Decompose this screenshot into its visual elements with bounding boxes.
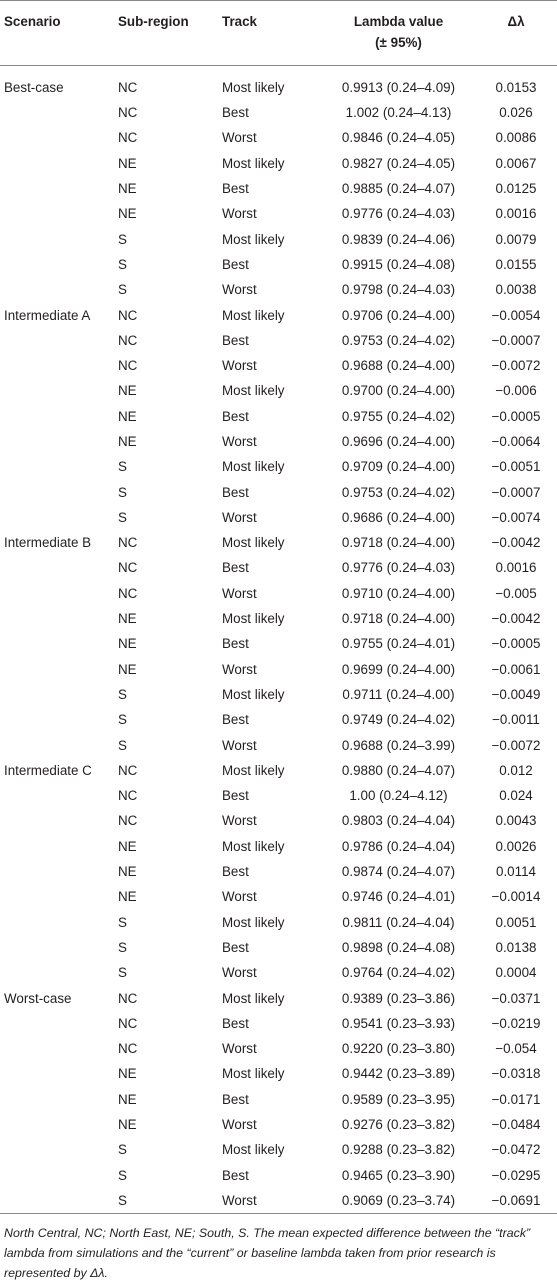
lambda-cell: 1.00 (0.24–4.12) [349, 788, 448, 804]
lambda-cell: 0.9541 (0.23–3.93) [341, 1015, 456, 1031]
track-cell: Best [222, 408, 249, 424]
delta-cell: 0.0079 [495, 231, 537, 247]
sub-region-cell: NE [118, 838, 137, 854]
scenario-cell [0, 429, 118, 454]
delta-cell: 0.0051 [495, 914, 537, 930]
track-cell: Best [222, 1015, 249, 1031]
track-cell: Worst [222, 585, 257, 601]
scenario-cell [0, 707, 118, 732]
table-row [0, 201, 557, 226]
scenario-cell [0, 277, 118, 302]
delta-cell: 0.0153 [495, 80, 537, 95]
sub-region-cell: NE [118, 1091, 137, 1107]
delta-cell: −0.0011 [492, 712, 540, 728]
delta-cell: 0.0138 [495, 939, 537, 955]
sub-region-cell: S [118, 737, 127, 753]
scenario-cell: Worst-case [4, 990, 72, 1006]
sub-region-cell: S [118, 1192, 127, 1208]
table-row [0, 1011, 557, 1036]
scenario-cell [0, 657, 118, 682]
table-row [0, 555, 557, 580]
scenario-cell [0, 479, 118, 504]
track-cell: Worst [222, 889, 257, 905]
scenario-cell [0, 808, 118, 833]
table-row [0, 302, 557, 327]
lambda-cell: 0.9798 (0.24–4.03) [341, 282, 456, 298]
table-row [0, 783, 557, 808]
sub-region-cell: NC [118, 358, 138, 374]
lambda-cell: 0.9589 (0.23–3.95) [341, 1091, 456, 1107]
sub-region-cell: NE [118, 1117, 137, 1133]
scenario-cell [0, 732, 118, 757]
delta-cell: 0.024 [499, 788, 533, 804]
lambda-cell: 0.9276 (0.23–3.82) [341, 1117, 456, 1133]
sub-region-cell: S [118, 282, 127, 298]
table-row [0, 1061, 557, 1086]
scenario-cell [0, 935, 118, 960]
header-delta: Δλ [507, 14, 525, 29]
lambda-cell: 0.9686 (0.24–4.00) [341, 509, 456, 525]
delta-cell: 0.0043 [495, 813, 537, 829]
sub-region-cell: S [118, 686, 127, 702]
track-cell: Most likely [222, 686, 285, 702]
sub-region-cell: NC [118, 585, 138, 601]
scenario-cell [0, 1036, 118, 1061]
lambda-cell: 0.9839 (0.24–4.06) [341, 231, 456, 247]
scenario-cell [0, 176, 118, 201]
table-row [0, 176, 557, 201]
table-row [0, 1112, 557, 1137]
scenario-cell [0, 226, 118, 251]
track-cell: Most likely [222, 383, 285, 399]
track-cell: Best [222, 256, 249, 272]
sub-region-cell: NE [118, 889, 137, 905]
table-row [0, 808, 557, 833]
lambda-cell: 0.9880 (0.24–4.07) [341, 762, 456, 778]
header-scenario: Scenario [4, 14, 61, 29]
sub-region-cell: NE [118, 155, 137, 171]
sub-region-cell: NE [118, 181, 137, 197]
track-cell: Most likely [222, 1066, 285, 1082]
table-body [0, 66, 557, 1214]
track-cell: Worst [222, 282, 257, 298]
sub-region-cell: NE [118, 383, 137, 399]
delta-cell: 0.0026 [495, 838, 537, 854]
track-cell: Best [222, 636, 249, 652]
track-cell: Worst [222, 1117, 257, 1133]
scenario-cell [0, 884, 118, 909]
delta-cell: −0.0064 [491, 434, 541, 449]
sub-region-cell: NE [118, 611, 137, 627]
lambda-cell: 0.9069 (0.23–3.74) [341, 1192, 456, 1208]
delta-cell: 0.0016 [495, 560, 537, 576]
track-cell: Most likely [222, 535, 285, 551]
sub-region-cell: NC [118, 990, 138, 1006]
table-row [0, 682, 557, 707]
table-row [0, 1036, 557, 1061]
track-cell: Most likely [222, 838, 285, 854]
lambda-cell: 0.9710 (0.24–4.00) [341, 585, 456, 601]
lambda-cell: 0.9688 (0.24–3.99) [341, 737, 456, 753]
sub-region-cell: NE [118, 434, 137, 449]
table-row [0, 657, 557, 682]
scenario-cell: Intermediate A [4, 307, 91, 323]
delta-cell: −0.0054 [491, 307, 541, 323]
sub-region-cell: S [118, 256, 127, 272]
lambda-cell: 0.9718 (0.24–4.00) [341, 535, 456, 551]
track-cell: Best [222, 788, 249, 804]
scenario-cell: Intermediate C [4, 762, 92, 778]
lambda-cell: 0.9786 (0.24–4.04) [341, 838, 456, 854]
table-row [0, 606, 557, 631]
lambda-cell: 0.9711 (0.24–4.00) [342, 686, 455, 702]
sub-region-cell: NE [118, 1066, 137, 1082]
lambda-cell: 0.9827 (0.24–4.05) [341, 155, 456, 171]
lambda-cell: 0.9755 (0.24–4.01) [341, 636, 456, 652]
delta-cell: −0.0295 [491, 1167, 541, 1183]
lambda-cell: 0.9803 (0.24–4.04) [341, 813, 456, 829]
sub-region-cell: NE [118, 661, 137, 677]
scenario-cell [0, 1011, 118, 1036]
delta-cell: −0.0371 [491, 990, 541, 1006]
table-row [0, 328, 557, 353]
track-cell: Best [222, 864, 249, 880]
scenario-cell [0, 328, 118, 353]
track-cell: Worst [222, 1192, 257, 1208]
sub-region-cell: NE [118, 206, 137, 222]
delta-cell: −0.0318 [491, 1066, 541, 1082]
sub-region-cell: S [118, 509, 127, 525]
sub-region-cell: S [118, 939, 127, 955]
sub-region-cell: NC [118, 560, 138, 576]
sub-region-cell: S [118, 459, 127, 475]
table-row [0, 66, 557, 101]
scenario-cell [0, 100, 118, 125]
table-row [0, 758, 557, 783]
delta-cell: 0.0155 [495, 256, 537, 272]
table-row [0, 100, 557, 125]
track-cell: Most likely [222, 80, 285, 95]
track-cell: Most likely [222, 990, 285, 1006]
lambda-cell: 0.9442 (0.23–3.89) [341, 1066, 456, 1082]
scenario-cell [0, 555, 118, 580]
lambda-cell: 0.9874 (0.24–4.07) [341, 864, 456, 880]
scenario-cell [0, 353, 118, 378]
scenario-cell [0, 1137, 118, 1162]
delta-cell: 0.0038 [495, 282, 537, 298]
table-row [0, 404, 557, 429]
sub-region-cell: NC [118, 813, 138, 829]
table-row [0, 1162, 557, 1187]
delta-cell: −0.0042 [491, 535, 541, 551]
sub-region-cell: NC [118, 80, 138, 95]
scenario-cell: Intermediate B [4, 535, 92, 551]
sub-region-cell: S [118, 231, 127, 247]
table-row [0, 530, 557, 555]
table-row [0, 631, 557, 656]
track-cell: Best [222, 332, 249, 348]
sub-region-cell: NC [118, 307, 138, 323]
sub-region-cell: S [118, 914, 127, 930]
scenario-cell [0, 505, 118, 530]
sub-region-cell: S [118, 712, 127, 728]
track-cell: Most likely [222, 1142, 285, 1158]
header-lambda-line1: Lambda value [353, 14, 444, 29]
sub-region-cell: NE [118, 636, 137, 652]
track-cell: Worst [222, 661, 257, 677]
scenario-cell [0, 252, 118, 277]
delta-cell: −0.0042 [491, 611, 541, 627]
table-row [0, 732, 557, 757]
delta-cell: −0.0049 [491, 686, 541, 702]
scenario-cell [0, 454, 118, 479]
lambda-cell: 0.9389 (0.23–3.86) [341, 990, 456, 1006]
track-cell: Most likely [222, 307, 285, 323]
table-row [0, 454, 557, 479]
lambda-cell: 1.002 (0.24–4.13) [345, 105, 452, 121]
track-cell: Best [222, 105, 249, 121]
table-row [0, 353, 557, 378]
lambda-cell: 0.9898 (0.24–4.08) [341, 939, 456, 955]
lambda-cell: 0.9846 (0.24–4.05) [341, 130, 456, 146]
table-row [0, 707, 557, 732]
lambda-cell: 0.9753 (0.24–4.02) [341, 332, 456, 348]
sub-region-cell: S [118, 1142, 127, 1158]
table-row [0, 226, 557, 251]
header-sub-region: Sub-region [118, 14, 189, 29]
table-row [0, 151, 557, 176]
lambda-cell: 0.9696 (0.24–4.00) [341, 434, 456, 449]
track-cell: Best [222, 1167, 249, 1183]
table-row [0, 252, 557, 277]
delta-cell: −0.0005 [491, 636, 541, 652]
delta-cell: 0.026 [499, 105, 533, 121]
sub-region-cell: NC [118, 130, 138, 146]
lambda-cell: 0.9699 (0.24–4.00) [341, 661, 456, 677]
lambda-cell: 0.9913 (0.24–4.09) [341, 80, 456, 95]
sub-region-cell: S [118, 484, 127, 500]
track-cell: Best [222, 1091, 249, 1107]
delta-cell: 0.0114 [496, 864, 536, 880]
scenario-cell [0, 1112, 118, 1137]
track-cell: Worst [222, 737, 257, 753]
lambda-cell: 0.9746 (0.24–4.01) [341, 889, 456, 905]
lambda-cell: 0.9776 (0.24–4.03) [341, 560, 456, 576]
lambda-cell: 0.9700 (0.24–4.00) [341, 383, 456, 399]
track-cell: Best [222, 712, 249, 728]
table-row [0, 378, 557, 403]
track-cell: Most likely [222, 762, 285, 778]
header-lambda [322, 1, 475, 66]
table-footnote: North Central, NC; North East, NE; South, S. The mean expected difference between the “track” lambda from simulations and the “current” or baseline lambda taken from prior research is represented by Δλ. [4, 1225, 531, 1280]
scenario-cell [0, 631, 118, 656]
table-row [0, 277, 557, 302]
lambda-cell: 0.9753 (0.24–4.02) [341, 484, 456, 500]
sub-region-cell: NC [118, 105, 138, 121]
track-cell: Worst [222, 965, 257, 981]
scenario-cell [0, 1162, 118, 1187]
track-cell: Worst [222, 358, 257, 374]
delta-cell: −0.0072 [491, 358, 541, 374]
sub-region-cell: NE [118, 864, 137, 880]
table-row [0, 1188, 557, 1214]
delta-cell: −0.0691 [491, 1192, 541, 1208]
scenario-cell [0, 606, 118, 631]
delta-cell: −0.006 [495, 383, 537, 399]
table-row [0, 505, 557, 530]
sub-region-cell: NC [118, 1015, 138, 1031]
table-row [0, 125, 557, 150]
scenario-cell [0, 834, 118, 859]
header-track: Track [222, 14, 257, 29]
sub-region-cell: NE [118, 408, 137, 424]
track-cell: Worst [222, 130, 257, 146]
sub-region-cell: NC [118, 332, 138, 348]
lambda-cell: 0.9688 (0.24–4.00) [341, 358, 456, 374]
delta-cell: −0.0171 [491, 1091, 541, 1107]
sub-region-cell: NC [118, 788, 138, 804]
track-cell: Worst [222, 813, 257, 829]
scenario-cell [0, 1188, 118, 1214]
table-row [0, 935, 557, 960]
scenario-cell [0, 125, 118, 150]
delta-cell: 0.0067 [495, 155, 537, 171]
delta-cell: −0.0007 [491, 484, 541, 500]
delta-cell: −0.0072 [491, 737, 541, 753]
lambda-cell: 0.9465 (0.23–3.90) [341, 1167, 456, 1183]
scenario-cell [0, 1061, 118, 1086]
delta-cell: 0.0125 [495, 181, 537, 197]
track-cell: Worst [222, 206, 257, 222]
lambda-cell: 0.9811 (0.24–4.04) [342, 914, 455, 930]
delta-cell: −0.0074 [491, 509, 541, 525]
track-cell: Best [222, 181, 249, 197]
track-cell: Most likely [222, 231, 285, 247]
delta-cell: −0.0007 [491, 332, 541, 348]
track-cell: Worst [222, 434, 257, 449]
scenario-cell [0, 1087, 118, 1112]
delta-cell: −0.0005 [491, 408, 541, 424]
delta-cell: −0.0472 [491, 1142, 541, 1158]
track-cell: Most likely [222, 155, 285, 171]
lambda-cell: 0.9749 (0.24–4.02) [341, 712, 456, 728]
delta-cell: 0.0086 [495, 130, 537, 146]
delta-cell: −0.0061 [491, 661, 541, 677]
lambda-cell: 0.9288 (0.23–3.82) [341, 1142, 456, 1158]
scenario-cell [0, 910, 118, 935]
lambda-cell: 0.9718 (0.24–4.00) [341, 611, 456, 627]
table-row [0, 960, 557, 985]
scenario-cell [0, 151, 118, 176]
lambda-cell: 0.9885 (0.24–4.07) [341, 181, 456, 197]
sub-region-cell: S [118, 1167, 127, 1183]
sub-region-cell: NC [118, 762, 138, 778]
delta-cell: −0.054 [495, 1041, 537, 1057]
scenario-cell [0, 783, 118, 808]
delta-cell: −0.0484 [491, 1117, 541, 1133]
lambda-cell: 0.9915 (0.24–4.08) [341, 256, 456, 272]
track-cell: Worst [222, 509, 257, 525]
track-cell: Worst [222, 1041, 257, 1057]
sub-region-cell: S [118, 965, 127, 981]
table-row [0, 910, 557, 935]
scenario-cell [0, 378, 118, 403]
scenario-cell [0, 404, 118, 429]
sub-region-cell: NC [118, 535, 138, 551]
table-row [0, 834, 557, 859]
scenario-cell [0, 201, 118, 226]
track-cell: Most likely [222, 914, 285, 930]
table-row [0, 429, 557, 454]
table-row [0, 884, 557, 909]
scenario-cell: Best-case [4, 80, 64, 95]
scenario-cell [0, 682, 118, 707]
delta-cell: −0.0051 [491, 459, 541, 475]
lambda-cell: 0.9709 (0.24–4.00) [341, 459, 456, 475]
track-cell: Most likely [222, 611, 285, 627]
table-row [0, 1087, 557, 1112]
delta-cell: −0.005 [495, 585, 537, 601]
lambda-cell: 0.9764 (0.24–4.02) [341, 965, 456, 981]
table-row [0, 1137, 557, 1162]
lambda-cell: 0.9776 (0.24–4.03) [341, 206, 456, 222]
scenario-cell [0, 859, 118, 884]
sub-region-cell: NC [118, 1041, 138, 1057]
table-row [0, 581, 557, 606]
table-header [0, 1, 557, 66]
lambda-cell: 0.9755 (0.24–4.02) [341, 408, 456, 424]
delta-cell: −0.0219 [491, 1015, 541, 1031]
table-row [0, 859, 557, 884]
lambda-cell: 0.9706 (0.24–4.00) [341, 307, 456, 323]
track-cell: Best [222, 484, 249, 500]
header-row [0, 1, 557, 66]
lambda-cell: 0.9220 (0.23–3.80) [341, 1041, 456, 1057]
scenario-cell [0, 960, 118, 985]
delta-cell: 0.012 [499, 762, 533, 778]
scenario-cell [0, 581, 118, 606]
table-row [0, 985, 557, 1010]
track-cell: Most likely [222, 459, 285, 475]
delta-cell: 0.0004 [495, 965, 537, 981]
delta-cell: −0.0014 [491, 889, 541, 905]
table-row [0, 479, 557, 504]
delta-cell: 0.0016 [495, 206, 537, 222]
track-cell: Best [222, 939, 249, 955]
header-lambda-line2: (± 95%) [375, 35, 422, 50]
track-cell: Best [222, 560, 249, 576]
